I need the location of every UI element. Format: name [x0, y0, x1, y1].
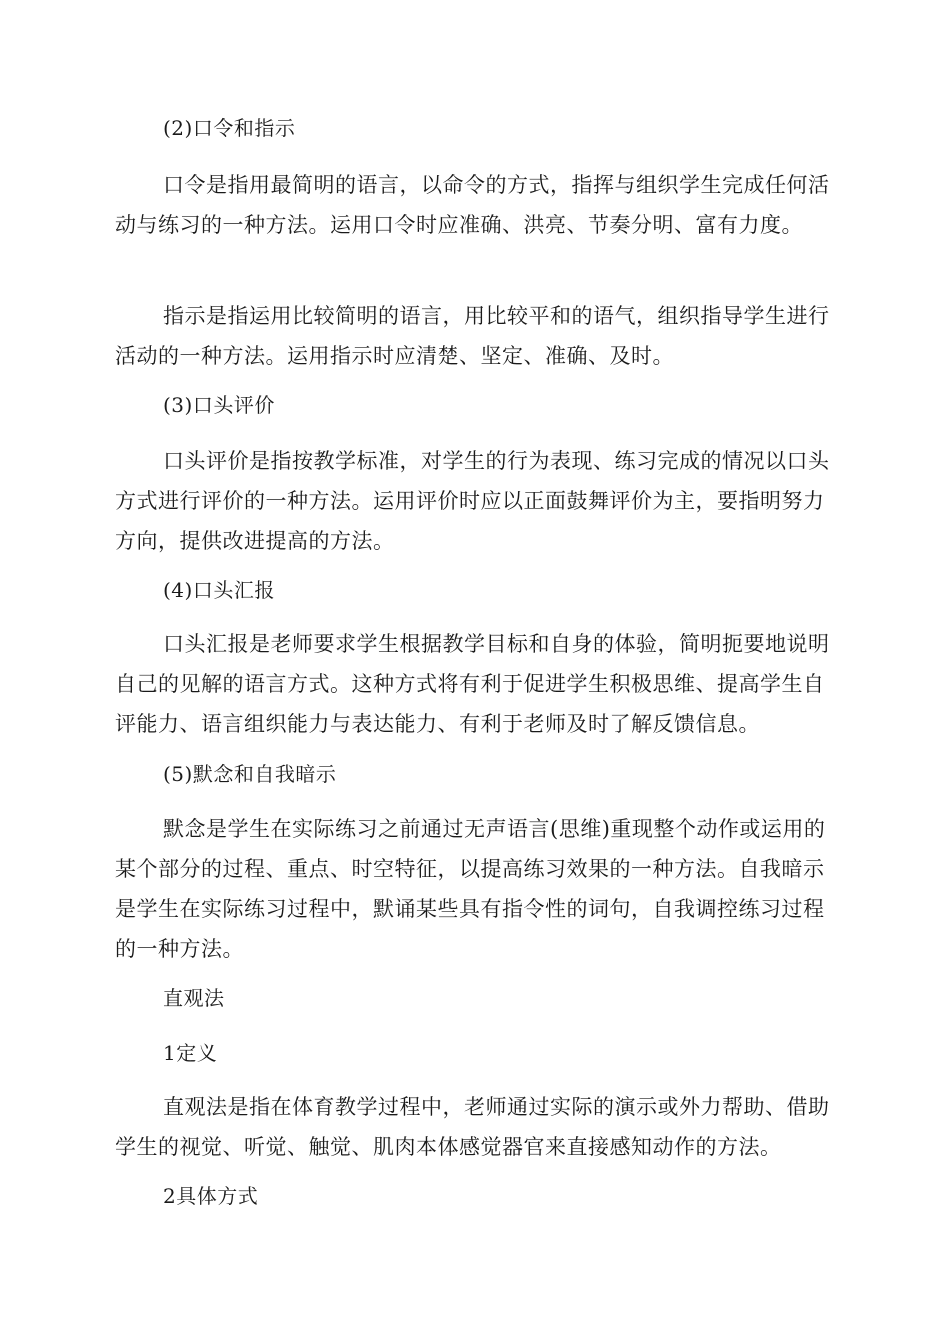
paragraph-oral-report: 口头汇报是老师要求学生根据教学目标和自身的体验，简明扼要地说明自己的见解的语言方式。这种方式将有利于促进学生积极思维、提高学生自评能力、语言组织能力与表达能力、有利于老师及时了解反馈信息。: [115, 632, 830, 736]
section-heading-visual-method: 直观法: [163, 986, 225, 1010]
subheading-specific-methods: 2具体方式: [163, 1184, 259, 1208]
section-heading-oral-evaluation: (3)口头评价: [163, 393, 275, 417]
section-heading-silent-recitation: (5)默念和自我暗示: [163, 762, 337, 786]
paragraph-silent-recitation: 默念是学生在实际练习之前通过无声语言(思维)重现整个动作或运用的某个部分的过程、重点、时空特征，以提高练习效果的一种方法。自我暗示是学生在实际练习过程中，默诵某些具有指令性的词句，自我调控练习过程的一种方法。: [115, 817, 826, 961]
section-heading-commands: (2)口令和指示: [163, 116, 296, 140]
section-heading-oral-report: (4)口头汇报: [163, 578, 275, 602]
paragraph-visual-method-definition: 直观法是指在体育教学过程中，老师通过实际的演示或外力帮助、借助学生的视觉、听觉、触觉、肌肉本体感觉器官来直接感知动作的方法。: [115, 1095, 830, 1159]
paragraph-instruction-definition: 指示是指运用比较简明的语言，用比较平和的语气，组织指导学生进行活动的一种方法。运用指示时应清楚、坚定、准确、及时。: [115, 304, 830, 368]
paragraph-oral-evaluation: 口头评价是指按教学标准，对学生的行为表现、练习完成的情况以口头方式进行评价的一种方法。运用评价时应以正面鼓舞评价为主，要指明努力方向，提供改进提高的方法。: [115, 449, 830, 553]
paragraph-command-definition: 口令是指用最简明的语言，以命令的方式，指挥与组织学生完成任何活动与练习的一种方法。运用口令时应准确、洪亮、节奏分明、富有力度。: [115, 173, 830, 237]
subheading-definition: 1定义: [163, 1041, 218, 1065]
